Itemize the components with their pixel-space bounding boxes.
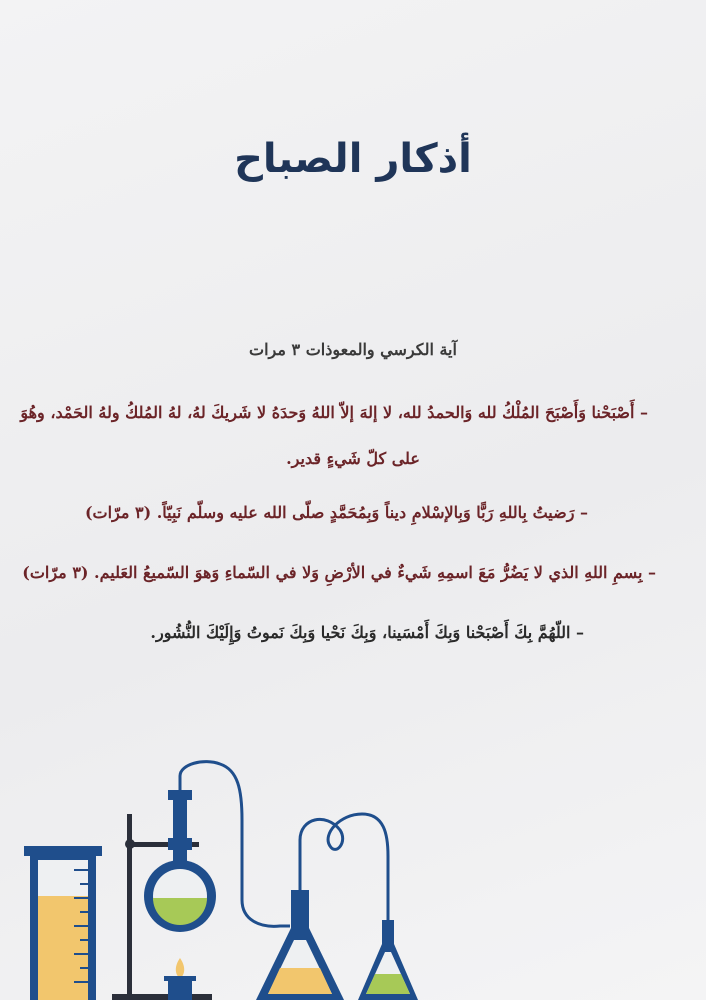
dhikr-content	[0, 340, 706, 663]
burner-icon	[164, 958, 196, 1000]
small-flask-icon	[358, 920, 418, 1000]
dhikr-line-4: – اللّهُمَّ بِكَ أَصْبَحْنا وَبِكَ أَمْسَينا، وَبِكَ نَحْيا وَبِكَ نَموتُ وَإِلَيْكَ النُّشُور.	[150, 623, 584, 642]
subtitle: آية الكرسي والمعوذات ٣ مرات	[249, 340, 457, 359]
erlenmeyer-flask-icon	[256, 890, 344, 1000]
dhikr-line-3: – بِسمِ اللهِ الذي لا يَضُرُّ مَعَ اسمِهِ شَيءٌ في الأرْضِ وَلا في السّماءِ وَهوَ السّميعُ العَليم. (٣ مرّات)	[22, 563, 656, 582]
dhikr-line-1: – أَصْبَحْنا وَأَصْبَحَ المُلْكُ لله وَالحمدُ لله، لا إلهَ إلاّ اللهُ وَحدَهُ لا شَريكَ لهُ، لهُ المُلكُ ولهُ الحَمْد، وهُوَ	[20, 403, 648, 422]
dhikr-line-2: – رَضيتُ بِاللهِ رَبًّا وَبِالإسْلامِ ديناً وَبِمُحَمَّدٍ صلّى الله عليه وسلّم نَبِيّاً. (٣ مرّات)	[84, 503, 588, 522]
lab-equipment-illustration	[0, 760, 706, 1000]
beaker-icon	[24, 846, 102, 1000]
dhikr-line-1-continued: على كلّ شَيءٍ قدير.	[286, 449, 420, 468]
page-title: أذكار الصباح	[234, 136, 472, 182]
round-flask-icon	[144, 790, 216, 932]
